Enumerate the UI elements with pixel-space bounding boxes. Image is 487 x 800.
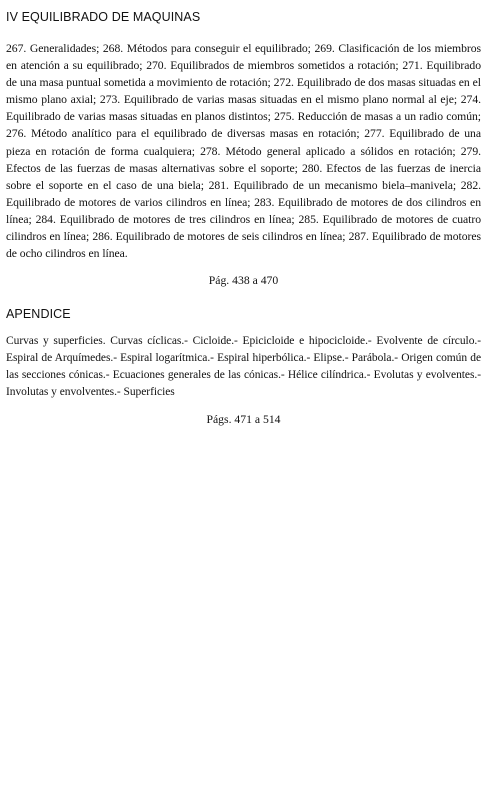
section-iv-contents: 267. Generalidades; 268. Métodos para conseguir el equilibrado; 269. Clasificación de los miembros en atención a su equilibrado; 270. Equilibrados de miembros sometidos a rotación; 271. Equilibrado de una masa puntual sometida a movimiento de rotación; 272. Equilibrado de dos masas situadas en el mismo plano axial; 273. Equilibrado de varias masas situadas en el mismo plano normal al eje; 274. Equilibrado de varias masas situadas en planos distintos; 275. Reducción de masas a un radio común; 276. Método analítico para el equilibrado de diversas masas en rotación; 277. Equilibrado de una pieza en rotación de forma cualquiera; 278. Método general aplicado a sólidos en rotación; 279. Efectos de las fuerzas de masas alternativas sobre el soporte; 280. Efectos de las fuerzas de inercia sobre el soporte en el caso de una biela; 281. Equilibrado de un mecanismo biela–manivela; 282. Equilibrado de motores de varios cilindros en línea; 283. Equilibrado de motores de dos cilindros en línea; 284. Equilibrado de motores de tres cilindros en línea; 285. Equilibrado de motores de cuatro cilindros en línea; 286. Equilibrado de motores de seis cilindros en línea; 287. Equilibrado de motores de ocho cilindros en línea. <box>6 42 481 261</box>
apendice-heading: APENDICE <box>6 307 71 322</box>
apendice-page-range: Págs. 471 a 514 <box>206 413 281 427</box>
section-iv-page-range: Pág. 438 a 470 <box>208 274 279 288</box>
apendice-contents: Curvas y superficies. Curvas cíclicas.- Cicloide.- Epicicloide e hipocicloide.- Evolvente de círculo.- Espiral de Arquímedes.- Espiral logarítmica.- Espiral hiperbólica.- Elipse.- Parábola.- Origen común de las secciones cónicas.- Ecuaciones generales de las cónicas.- Hélice cilíndrica.- Evolutas y evolventes.- Involutas y envolventes.- Superficies <box>6 335 481 399</box>
section-iv-heading: IV EQUILIBRADO DE MAQUINAS <box>6 10 201 24</box>
